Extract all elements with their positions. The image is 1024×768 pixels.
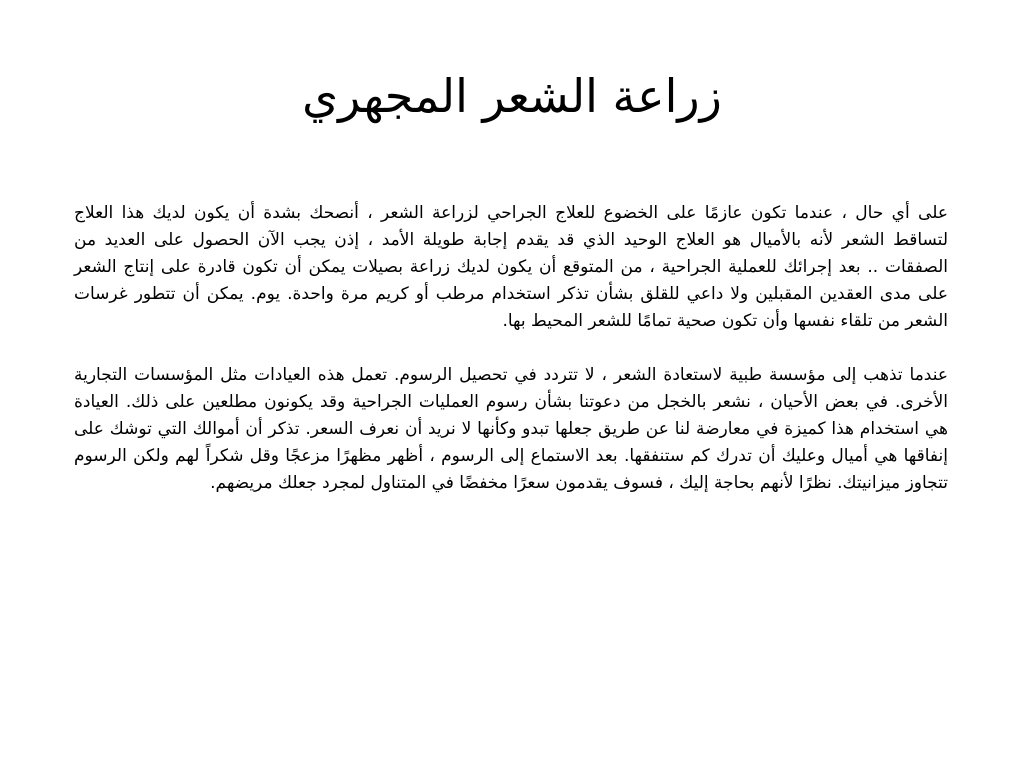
body-paragraph-2: عندما تذهب إلى مؤسسة طبية لاستعادة الشعر ، لا تتردد في تحصيل الرسوم. تعمل هذه العيادات مثل المؤسسات التجارية الأخرى. في بعض الأحيان ، نشعر بالخجل من دعوتنا بشأن رسوم العمليات الجراحية وقد يكونون مطلعين على ذلك. العيادة هي استخدام هذا كميزة في معارضة لنا عن طريق جعلها تبدو وكأنها لا نريد أن نعرف السعر. تذكر أن أموالك التي توشك على إنفاقها هي أميال وعليك أن تدرك كم ستنفقها. بعد الاستماع إلى الرسوم ، أظهر مظهرًا مزعجًا وقل شكراً لهم ولكن الرسوم تتجاوز ميزانيتك. نظرًا لأنهم بحاجة إليك ، فسوف يقدمون سعرًا مخفضًا في المتناول لمجرد جعلك مريضهم. [74,365,948,493]
slide-body [74,200,948,524]
body-paragraph-1: على أي حال ، عندما تكون عازمًا على الخضوع للعلاج الجراحي لزراعة الشعر ، أنصحك بشدة أن يكون لديك هذا العلاج لتساقط الشعر لأنه بالأميال هو العلاج الوحيد الذي قد يقدم إجابة طويلة الأمد ، إذن يجب الآن الحصول على العديد من الصفقات .. بعد إجرائك للعملية الجراحية ، من المتوقع أن يكون لديك زراعة بصيلات يمكن أن تكون قادرة على إنتاج الشعر على مدى العقدين المقبلين ولا داعي للقلق بشأن تذكر استخدام مرطب أو كريم مرة واحدة. يوم. يمكن أن تتطور غرسات الشعر من تلقاء نفسها وأن تكون صحية تمامًا للشعر المحيط بها. [74,203,948,331]
slide-title: زراعة الشعر المجهري [302,69,722,123]
